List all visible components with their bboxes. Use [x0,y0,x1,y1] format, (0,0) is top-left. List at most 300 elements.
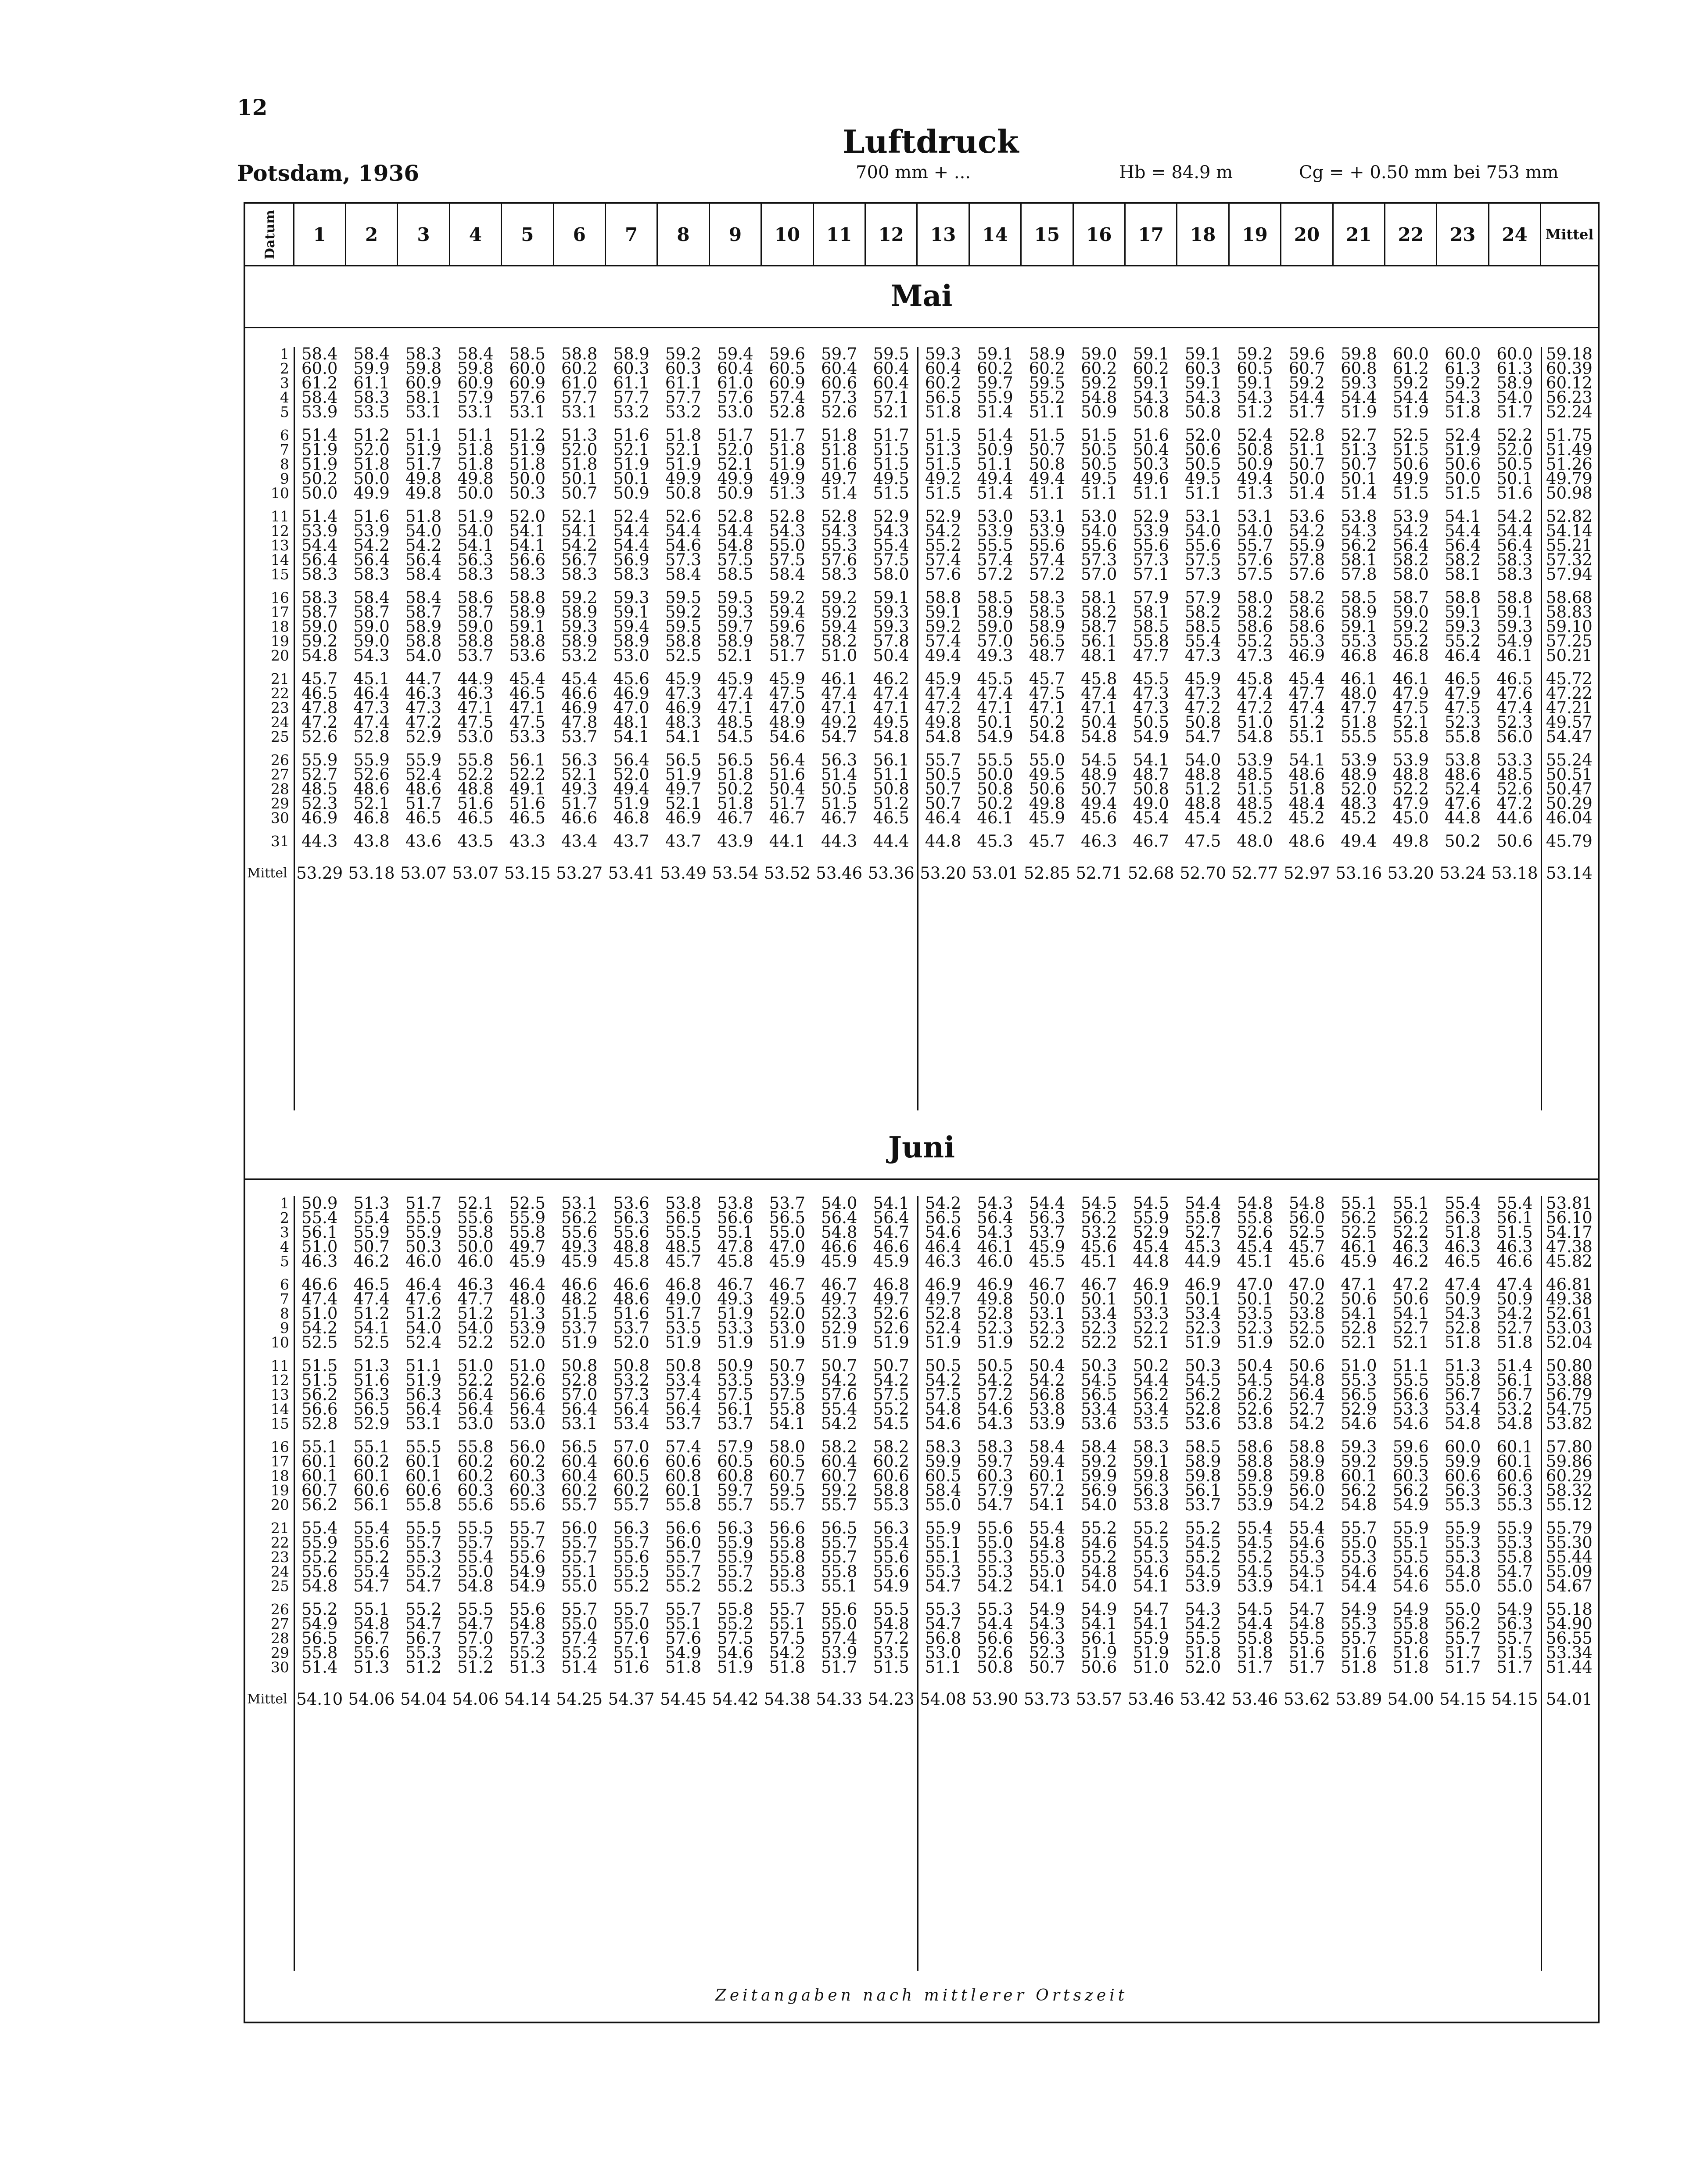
pressure-value: 58.1 [405,388,442,407]
pressure-value: 47.2 [925,698,961,717]
pressure-value: 60.2 [457,1466,494,1485]
pressure-value: 51.6 [1341,1643,1377,1662]
pressure-value: 52.8 [769,507,806,526]
pressure-value: 50.9 [717,484,753,503]
daily-mean: 57.80 [1546,1437,1593,1456]
pressure-value: 51.8 [457,440,494,459]
pressure-value: 51.2 [457,1658,494,1677]
pressure-value: 45.5 [1133,669,1169,688]
pressure-value: 54.3 [353,646,390,665]
pressure-value: 57.0 [613,1437,649,1456]
pressure-value: 60.5 [769,359,806,378]
pressure-value: 48.1 [1081,646,1117,665]
pressure-value: 46.9 [1184,1275,1221,1294]
pressure-value: 54.3 [1133,388,1169,407]
day-number: 17 [271,1453,289,1470]
day-number: 11 [271,508,289,525]
pressure-value: 52.8 [977,1304,1013,1323]
pressure-value: 46.1 [1496,646,1533,665]
pressure-value: 46.5 [873,808,909,827]
pressure-value: 56.3 [1496,1614,1533,1633]
pressure-value: 53.7 [1184,1495,1221,1514]
pressure-value: 60.6 [1444,1466,1481,1485]
pressure-value: 60.0 [301,359,338,378]
pressure-value: 59.4 [769,603,806,621]
pressure-value: 59.1 [1133,1452,1169,1471]
pressure-value: 48.5 [717,713,753,732]
pressure-value: 46.8 [613,808,649,827]
pressure-value: 56.0 [1496,727,1533,746]
pressure-value: 51.3 [769,484,806,503]
pressure-value: 60.9 [769,374,806,392]
pressure-value: 55.3 [1341,1371,1377,1390]
pressure-value: 55.3 [1133,1548,1169,1566]
pressure-value: 55.0 [821,1614,857,1633]
pressure-value: 49.1 [509,779,546,798]
pressure-value: 57.4 [1029,550,1065,569]
pressure-value: 47.6 [1496,684,1533,703]
monthly-mean: 54.01 [1546,1690,1593,1709]
pressure-value: 56.4 [561,1400,598,1419]
pressure-value: 55.6 [509,1600,546,1619]
pressure-value: 51.8 [561,455,598,474]
pressure-value: 57.4 [561,1629,598,1648]
pressure-value: 50.0 [353,469,390,488]
pressure-value: 49.9 [665,469,702,488]
pressure-value: 53.5 [717,1371,753,1390]
table-row [245,811,1598,830]
pressure-value: 52.7 [301,765,338,784]
pressure-value: 55.7 [1237,536,1273,555]
daily-mean: 55.21 [1546,536,1593,555]
pressure-value: 55.3 [821,536,857,555]
pressure-value: 51.2 [1288,713,1325,732]
pressure-value: 53.9 [1237,1577,1273,1595]
day-number: 28 [271,1630,289,1647]
day-number: 1 [280,1195,289,1212]
day-number: 14 [271,1401,289,1418]
pressure-value: 51.2 [405,1658,442,1677]
day-number: 8 [280,456,289,473]
station-year: Potsdam, 1936 [237,160,420,186]
pressure-value: 47.2 [1237,698,1273,717]
pressure-value: 54.1 [613,727,649,746]
pressure-value: 49.3 [717,1290,753,1308]
pressure-value: 50.1 [1081,1290,1117,1308]
pressure-value: 51.4 [977,484,1013,503]
pressure-value: 50.8 [665,484,702,503]
pressure-value: 51.0 [821,646,857,665]
pressure-value: 55.5 [613,1562,649,1581]
pressure-value: 45.7 [301,669,338,688]
pressure-value: 50.2 [977,794,1013,813]
pressure-value: 46.6 [1496,1252,1533,1271]
pressure-value: 50.1 [613,469,649,488]
pressure-value: 53.8 [1444,751,1481,769]
pressure-value: 51.8 [665,1658,702,1677]
header-hour: 18 [1177,204,1229,266]
pressure-value: 59.0 [977,617,1013,636]
pressure-value: 53.3 [1392,1400,1429,1419]
hourly-mean: 53.90 [972,1690,1019,1709]
pressure-value: 54.6 [1392,1562,1429,1581]
pressure-value: 54.7 [1133,1600,1169,1619]
pressure-value: 49.5 [1081,469,1117,488]
pressure-value: 52.2 [1081,1333,1117,1352]
pressure-value: 52.1 [1392,713,1429,732]
pressure-value: 51.3 [1444,1356,1481,1375]
pressure-value: 54.2 [405,536,442,555]
pressure-value: 59.2 [1341,1452,1377,1471]
day-number: 7 [280,1290,289,1308]
pressure-value: 45.9 [509,1252,546,1271]
daily-mean: 55.09 [1546,1562,1593,1581]
pressure-value: 56.1 [717,1400,753,1419]
pressure-value: 51.7 [769,646,806,665]
pressure-value: 53.6 [509,646,546,665]
pressure-value: 54.9 [1341,1600,1377,1619]
pressure-value: 58.3 [1029,588,1065,607]
table-row [245,424,1598,442]
pressure-value: 49.4 [1081,794,1117,813]
pressure-value: 60.7 [1288,359,1325,378]
pressure-value: 51.7 [1288,402,1325,421]
pressure-value: 52.0 [561,440,598,459]
pressure-value: 53.9 [1392,751,1429,769]
pressure-value: 55.7 [769,1495,806,1514]
pressure-value: 55.7 [665,1600,702,1619]
pressure-value: 52.1 [613,440,649,459]
pressure-value: 55.6 [1029,536,1065,555]
pressure-value: 53.6 [1184,1414,1221,1433]
pressure-value: 51.8 [1392,1658,1429,1677]
pressure-value: 47.4 [821,684,857,703]
pressure-value: 46.7 [1081,1275,1117,1294]
pressure-value: 54.8 [1029,727,1065,746]
hourly-mean: 53.07 [452,864,499,883]
pressure-value: 51.9 [405,440,442,459]
pressure-value: 57.1 [1133,565,1169,584]
pressure-value: 60.4 [873,374,909,392]
pressure-value: 50.1 [1184,1290,1221,1308]
pressure-value: 46.7 [769,808,806,827]
pressure-value: 51.4 [301,1658,338,1677]
pressure-value: 57.4 [977,550,1013,569]
pressure-value: 56.2 [1184,1385,1221,1404]
pressure-value: 54.9 [509,1577,546,1595]
pressure-value: 57.5 [873,1385,909,1404]
pressure-value: 50.4 [769,779,806,798]
pressure-value: 52.6 [1237,1223,1273,1242]
pressure-value: 56.4 [821,1208,857,1227]
pressure-value: 49.9 [1392,469,1429,488]
pressure-value: 52.8 [1288,426,1325,445]
pressure-value: 46.6 [821,1237,857,1256]
pressure-value: 56.3 [1444,1208,1481,1227]
daily-mean: 47.21 [1546,698,1593,717]
daily-mean: 51.75 [1546,426,1593,445]
pressure-value: 52.9 [821,1318,857,1337]
pressure-value: 47.1 [1081,698,1117,717]
pressure-value: 43.7 [613,832,649,851]
pressure-value: 44.4 [873,832,909,851]
pressure-value: 56.5 [665,1208,702,1227]
pressure-value: 51.8 [405,507,442,526]
pressure-value: 51.1 [977,455,1013,474]
hourly-mean: 53.01 [972,864,1019,883]
pressure-value: 50.3 [1081,1356,1117,1375]
pressure-value: 47.2 [405,713,442,732]
pressure-value: 50.8 [873,779,909,798]
pressure-value: 58.2 [873,1437,909,1456]
pressure-value: 55.9 [1444,1519,1481,1537]
pressure-value: 56.0 [1288,1208,1325,1227]
pressure-value: 45.9 [769,669,806,688]
pressure-value: 46.8 [873,1275,909,1294]
pressure-value: 52.2 [1029,1333,1065,1352]
pressure-value: 54.1 [665,727,702,746]
pressure-value: 45.5 [1029,1252,1065,1271]
pressure-value: 48.7 [1133,765,1169,784]
pressure-value: 58.8 [405,632,442,650]
pressure-value: 51.3 [1237,484,1273,503]
pressure-value: 51.5 [873,1658,909,1677]
pressure-value: 53.8 [1341,507,1377,526]
pressure-value: 52.9 [873,507,909,526]
pressure-value: 45.4 [1133,1237,1169,1256]
daily-mean: 53.88 [1546,1371,1593,1390]
daily-mean: 50.51 [1546,765,1593,784]
pressure-value: 54.3 [977,1223,1013,1242]
pressure-value: 52.7 [1341,426,1377,445]
pressure-value: 50.7 [925,779,961,798]
pressure-value: 55.9 [405,751,442,769]
pressure-value: 51.9 [977,1333,1013,1352]
pressure-value: 51.2 [1237,402,1273,421]
pressure-value: 55.7 [821,1548,857,1566]
pressure-value: 46.7 [1029,1275,1065,1294]
pressure-value: 52.8 [1341,1318,1377,1337]
pressure-value: 51.4 [821,765,857,784]
header-hour: 16 [1073,204,1125,266]
pressure-value: 56.1 [1496,1208,1533,1227]
pressure-value: 59.0 [1081,345,1117,363]
pressure-value: 55.1 [821,1577,857,1595]
pressure-value: 56.7 [1496,1385,1533,1404]
pressure-value: 58.2 [821,632,857,650]
pressure-value: 46.5 [509,684,546,703]
pressure-value: 52.5 [509,1194,546,1213]
pressure-value: 54.8 [925,1400,961,1419]
pressure-value: 55.8 [717,1600,753,1619]
pressure-value: 57.0 [977,632,1013,650]
pressure-value: 55.7 [1444,1629,1481,1648]
hourly-mean: 54.06 [452,1690,499,1709]
pressure-value: 55.2 [925,536,961,555]
pressure-value: 50.9 [717,1356,753,1375]
pressure-value: 50.9 [613,484,649,503]
table-row [245,1273,1598,1292]
pressure-value: 44.9 [1184,1252,1221,1271]
pressure-value: 57.5 [873,550,909,569]
pressure-value: 52.0 [613,1333,649,1352]
pressure-value: 55.1 [613,1643,649,1662]
pressure-value: 55.8 [1496,1548,1533,1566]
pressure-value: 60.6 [821,374,857,392]
pressure-value: 59.8 [405,359,442,378]
pressure-value: 52.1 [665,794,702,813]
pressure-value: 53.6 [613,1194,649,1213]
pressure-value: 52.3 [1029,1643,1065,1662]
daily-mean: 57.32 [1546,550,1593,569]
pressure-value: 57.6 [1237,550,1273,569]
pressure-value: 55.6 [509,1495,546,1514]
pressure-value: 52.6 [977,1643,1013,1662]
pressure-value: 58.5 [717,565,753,584]
pressure-value: 46.3 [1081,832,1117,851]
pressure-value: 53.6 [1288,507,1325,526]
pressure-value: 46.1 [821,669,857,688]
pressure-value: 54.4 [1444,521,1481,540]
pressure-value: 52.2 [1392,779,1429,798]
pressure-value: 53.1 [1184,507,1221,526]
pressure-value: 53.0 [457,1414,494,1433]
pressure-value: 51.7 [1444,1643,1481,1662]
pressure-value: 59.7 [717,1481,753,1500]
pressure-value: 55.1 [1288,727,1325,746]
pressure-value: 52.0 [509,1333,546,1352]
pressure-value: 46.4 [353,684,390,703]
pressure-value: 55.7 [613,1495,649,1514]
day-number: 24 [271,1563,289,1580]
pressure-value: 59.2 [821,603,857,621]
pressure-value: 52.0 [1496,440,1533,459]
pressure-value: 46.1 [1341,669,1377,688]
pressure-value: 49.5 [873,469,909,488]
pressure-value: 48.9 [1341,765,1377,784]
pressure-value: 51.9 [665,765,702,784]
pressure-value: 51.7 [769,426,806,445]
hourly-mean: 52.70 [1180,864,1227,883]
pressure-value: 56.6 [665,1519,702,1537]
pressure-value: 51.2 [353,1304,390,1323]
hourly-mean: 53.20 [1387,864,1434,883]
pressure-value: 46.5 [301,684,338,703]
pressure-value: 50.9 [301,1194,338,1213]
pressure-value: 57.2 [977,565,1013,584]
pressure-value: 50.6 [1341,1290,1377,1308]
pressure-value: 56.3 [1133,1481,1169,1500]
day-number: 4 [280,389,289,406]
pressure-value: 55.4 [301,1519,338,1537]
pressure-value: 54.8 [873,727,909,746]
pressure-value: 51.0 [457,1356,494,1375]
pressure-value: 45.9 [769,1252,806,1271]
pressure-value: 51.3 [353,1194,390,1213]
pressure-value: 55.3 [977,1548,1013,1566]
pressure-value: 52.7 [1288,1400,1325,1419]
pressure-value: 50.8 [613,1356,649,1375]
pressure-value: 56.3 [457,550,494,569]
pressure-value: 54.1 [873,1194,909,1213]
pressure-value: 54.4 [977,1614,1013,1633]
hourly-mean: 53.62 [1283,1690,1330,1709]
pressure-value: 55.8 [769,1400,806,1419]
pressure-value: 54.5 [1081,751,1117,769]
day-number: 19 [271,632,289,650]
pressure-value: 59.2 [1237,345,1273,363]
pressure-value: 57.3 [1133,550,1169,569]
pressure-value: 59.8 [457,359,494,378]
pressure-value: 58.9 [1029,345,1065,363]
pressure-value: 54.8 [1496,1414,1533,1433]
month-table-juni [245,1194,1598,1709]
pressure-value: 54.6 [1341,1414,1377,1433]
pressure-value: 47.9 [1444,684,1481,703]
pressure-value: 45.6 [1288,1252,1325,1271]
pressure-value: 58.5 [1133,617,1169,636]
pressure-value: 56.7 [561,550,598,569]
pressure-value: 58.8 [1288,1437,1325,1456]
pressure-value: 59.1 [1133,374,1169,392]
pressure-value: 60.7 [301,1481,338,1500]
pressure-value: 58.8 [457,632,494,650]
pressure-value: 59.2 [561,588,598,607]
day-number: 11 [271,1357,289,1374]
pressure-value: 54.0 [1496,388,1533,407]
pressure-value: 52.1 [561,765,598,784]
pressure-value: 52.6 [1496,779,1533,798]
pressure-value: 54.0 [457,521,494,540]
day-number: 27 [271,1615,289,1632]
pressure-value: 56.7 [405,1629,442,1648]
pressure-value: 51.3 [1341,440,1377,459]
pressure-value: 53.9 [1133,521,1169,540]
pressure-value: 61.3 [1444,359,1481,378]
daily-mean: 55.79 [1546,1519,1593,1537]
pressure-value: 47.3 [1133,698,1169,717]
pressure-value: 51.8 [665,426,702,445]
pressure-value: 46.3 [1392,1237,1429,1256]
pressure-value: 52.4 [1444,426,1481,445]
pressure-value: 55.8 [769,1562,806,1581]
daily-mean: 53.34 [1546,1643,1593,1662]
pressure-value: 60.5 [1237,359,1273,378]
daily-mean: 50.21 [1546,646,1593,665]
month-divider [245,327,1598,328]
pressure-value: 56.3 [561,751,598,769]
page-number: 12 [237,94,268,120]
pressure-value: 59.3 [1444,617,1481,636]
pressure-value: 54.5 [1237,1371,1273,1390]
pressure-value: 50.0 [1029,1290,1065,1308]
pressure-value: 57.9 [457,388,494,407]
pressure-value: 57.6 [821,550,857,569]
pressure-value: 51.5 [1496,1643,1533,1662]
pressure-value: 55.6 [873,1562,909,1581]
header-hour: 17 [1125,204,1177,266]
pressure-value: 56.6 [717,1208,753,1227]
pressure-value: 49.5 [1184,469,1221,488]
header-hour: 23 [1437,204,1489,266]
pressure-value: 51.9 [613,455,649,474]
header-hour: 11 [813,204,865,266]
pressure-value: 54.7 [405,1614,442,1633]
pressure-value: 55.7 [1341,1519,1377,1537]
pressure-value: 50.9 [1237,455,1273,474]
pressure-value: 56.5 [1341,1385,1377,1404]
pressure-value: 52.5 [665,646,702,665]
